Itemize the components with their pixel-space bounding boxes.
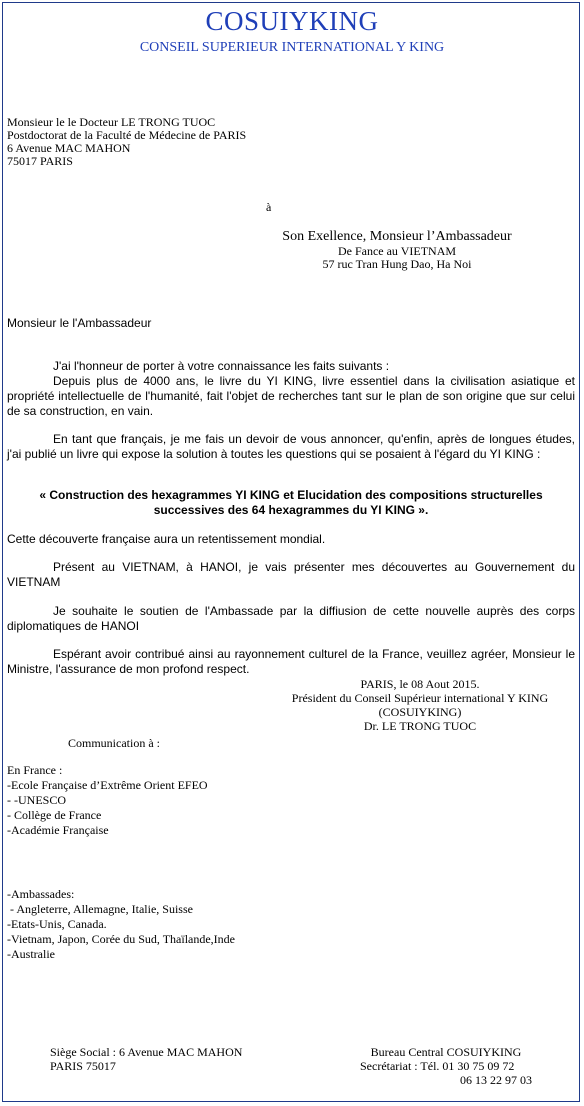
signature-org: (COSUIYKING) xyxy=(378,705,462,719)
footer-postcode: PARIS 75017 xyxy=(50,1059,116,1073)
signature-title: Président du Conseil Supérieur international Y KING xyxy=(291,691,549,705)
book-title: « Construction des hexagrammes YI KING et Elucidation des compositions structurelles successives des 64 hexagrammes du YI KING ». xyxy=(39,488,543,517)
france-heading: En France : xyxy=(7,763,63,777)
footer-central-office xyxy=(360,1045,532,1087)
signature-block xyxy=(270,677,570,733)
ambassades-heading: -Ambassades: xyxy=(7,887,75,901)
list-item: -Ecole Française d’Extrême Orient EFEO xyxy=(7,778,208,792)
paragraph-5: Je souhaite le soutien de l'Ambassade par la diffiusion de cette nouvelle auprès des corps diplomatiques de HANOI xyxy=(7,604,575,633)
recipient-address xyxy=(266,228,528,271)
footer-address: Siège Social : 6 Avenue MAC MAHON xyxy=(50,1045,243,1059)
paragraph-3: Cette découverte française aura un retentissement mondial. xyxy=(7,532,326,546)
signature-date: PARIS, le 08 Aout 2015. xyxy=(360,677,480,691)
sender-line: 6 Avenue MAC MAHON xyxy=(7,141,131,155)
recipient-a: à xyxy=(266,200,272,214)
sender-address xyxy=(7,116,246,168)
footer-phone-2: 06 13 22 97 03 xyxy=(460,1073,532,1087)
paragraph-1-line: J'ai l'honneur de porter à votre connaissance les faits suivants : xyxy=(53,359,390,373)
list-item: -Etats-Unis, Canada. xyxy=(7,917,107,931)
list-item: -Australie xyxy=(7,947,55,961)
footer-head-office xyxy=(50,1045,242,1073)
paragraph-1 xyxy=(7,359,575,419)
list-item: - Collège de France xyxy=(7,808,102,822)
footer-phone: Secrétariat : Tél. 01 30 75 09 72 xyxy=(360,1059,515,1073)
signature-name: Dr. LE TRONG TUOC xyxy=(363,719,477,733)
list-item: - -UNESCO xyxy=(7,793,66,807)
recipient-line: De Fance au VIETNAM xyxy=(337,244,457,258)
salutation: Monsieur le l'Ambassadeur xyxy=(7,316,152,330)
recipient-line: 57 ruc Tran Hung Dao, Ha Noi xyxy=(322,257,472,271)
list-item: -Académie Française xyxy=(7,823,109,837)
recipient-name: Son Exellence, Monsieur l’Ambassadeur xyxy=(282,229,512,244)
paragraph-2: En tant que français, je me fais un devoir de vous annoncer, qu'enfin, après de longues études, j'ai publié un livre qui expose la solution à toutes les questions qui se posaient à l'égard du YI KING : xyxy=(7,432,575,461)
ambassades-list xyxy=(7,887,235,962)
communication-label: Communication à : xyxy=(68,736,160,750)
list-item: - Angleterre, Allemagne, Italie, Suisse xyxy=(7,902,193,916)
paragraph-6: Espérant avoir contribué ainsi au rayonnement culturel de la France, veuillez agréer, Monsieur le Ministre, l'assurance de mon profond respect. xyxy=(7,647,575,676)
paragraph-4: Présent au VIETNAM, à HANOI, je vais présenter mes découvertes au Gouvernement du VIETNAM xyxy=(7,560,575,589)
footer-office-name: Bureau Central COSUIYKING xyxy=(370,1045,522,1059)
brand-subtitle: CONSEIL SUPERIEUR INTERNATIONAL Y KING xyxy=(139,40,445,55)
paragraph-1-rest: Depuis plus de 4000 ans, le livre du YI KING, livre essentiel dans la civilisation asiatique et propriété intellectuelle de l'humanité, fait l'objet de recherches tant sur le plan de son origine que sur celui de sa construction, en vain. xyxy=(7,374,575,418)
france-list xyxy=(7,763,208,838)
brand-title: COSUIYKING xyxy=(205,6,379,36)
list-item: -Vietnam, Japon, Corée du Sud, Thaïlande,Inde xyxy=(7,932,235,946)
sender-line: 75017 PARIS xyxy=(7,154,73,168)
sender-line: Postdoctorat de la Faculté de Médecine de PARIS xyxy=(7,128,247,142)
sender-line: Monsieur le le Docteur LE TRONG TUOC xyxy=(7,115,216,129)
